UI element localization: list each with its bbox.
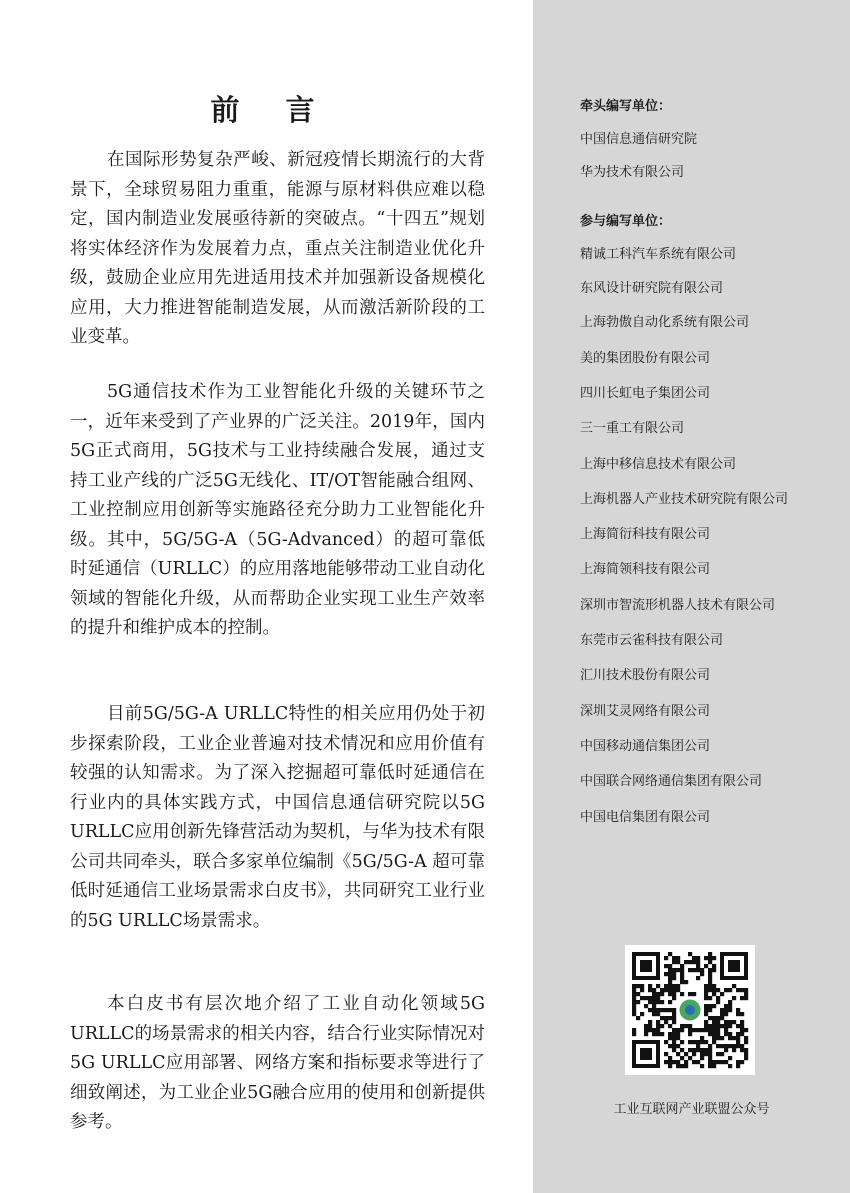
participant-unit: 上海机器人产业技术研究院有限公司 xyxy=(580,492,789,507)
paragraph-2: 5G通信技术作为工业智能化升级的关键环节之一，近年来受到了产业界的广泛关注。2019年，国内5G正式商用，5G技术与工业持续融合发展，通过支持工业产线的广泛5G无线化、IT/OT智能融合组网、工业控制应用创新等实施路径充分助力工业智能化升级。其中，5G/5G-A（5G-Advanced）的超可靠低时延通信（URLLC）的应用落地能够带动工业自动化领域的智能化升级，从而帮助企业实现工业生产效率的提升和维护成本的控制。 xyxy=(70,382,485,638)
participant-unit: 中国移动通信集团公司 xyxy=(580,739,711,754)
paragraph-3: 目前5G/5G-A URLLC特性的相关应用仍处于初步探索阶段，工业企业普遍对技术情况和应用价值有较强的认知需求。为了深入挖掘超可靠低时延通信在行业内的具体实践方式，中国信息通信研究院以5G URLLC应用创新先锋营活动为契机，与华为技术有限公司共同牵头，联合多家单位编制《5G/5G-A 超可靠低时延通信工业场景需求白皮书》，共同研究工业行业的5G URLLC场景需求。 xyxy=(70,704,485,931)
lead-units-heading: 牵头编写单位： xyxy=(580,99,672,114)
participant-unit: 汇川技术股份有限公司 xyxy=(580,668,711,683)
participant-unit: 上海中移信息技术有限公司 xyxy=(580,457,737,472)
participant-unit: 上海简衍科技有限公司 xyxy=(580,527,711,542)
participant-unit: 上海勃傲自动化系统有限公司 xyxy=(580,315,750,330)
participant-unit: 美的集团股份有限公司 xyxy=(580,351,711,366)
lead-unit: 中国信息通信研究院 xyxy=(580,132,698,147)
participant-unit: 东莞市云雀科技有限公司 xyxy=(580,633,724,648)
participant-unit: 上海简领科技有限公司 xyxy=(580,562,711,577)
participant-unit: 东风设计研究院有限公司 xyxy=(580,281,724,296)
participant-unit: 三一重工有限公司 xyxy=(580,421,685,436)
participant-unit: 中国联合网络通信集团有限公司 xyxy=(580,774,763,789)
participant-unit: 四川长虹电子集团公司 xyxy=(580,386,711,401)
lead-unit: 华为技术有限公司 xyxy=(580,165,685,180)
paragraph-1: 在国际形势复杂严峻、新冠疫情长期流行的大背景下，全球贸易阻力重重，能源与原材料供应难以稳定，国内制造业发展亟待新的突破点。“十四五”规划将实体经济作为发展着力点，重点关注制造业优化升级，鼓励企业应用先进适用技术并加强新设备规模化应用，大力推进智能制造发展，从而激活新阶段的工业变革。 xyxy=(70,150,485,347)
participant-units-heading: 参与编写单位： xyxy=(580,214,672,229)
page-title: 前 言 xyxy=(210,93,333,127)
participant-unit: 深圳市智流形机器人技术有限公司 xyxy=(580,598,776,613)
participant-unit: 中国电信集团有限公司 xyxy=(580,810,711,825)
paragraph-4: 本白皮书有层次地介绍了工业自动化领域5G URLLC的场景需求的相关内容，结合行业实际情况对5G URLLC应用部署、网络方案和指标要求等进行了细致阐述，为工业企业5G融合应用的使用和创新提供参考。 xyxy=(70,994,485,1132)
participant-unit: 精诚工科汽车系统有限公司 xyxy=(580,247,737,262)
qr-code-icon xyxy=(625,945,755,1075)
qr-caption: 工业互联网产业联盟公众号 xyxy=(613,1102,770,1117)
participant-unit: 深圳艾灵网络有限公司 xyxy=(580,704,711,719)
